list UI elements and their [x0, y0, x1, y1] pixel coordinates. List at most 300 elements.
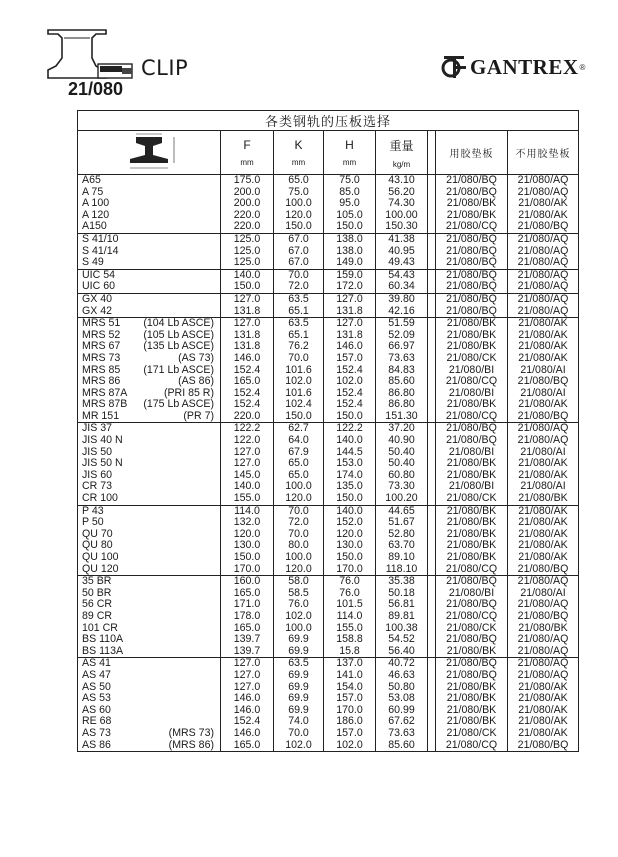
value-k: 100.0	[274, 198, 324, 210]
code-noglue: 21/080/AI	[508, 388, 579, 400]
value-f: 125.0	[221, 246, 274, 258]
table-row	[78, 306, 579, 318]
code-glued: 21/080/CQ	[436, 740, 508, 752]
table-row	[78, 470, 579, 482]
table-row	[78, 198, 579, 210]
value-k: 70.0	[274, 353, 324, 365]
code-noglue: 21/080/AK	[508, 330, 579, 342]
code-noglue: 21/080/AQ	[508, 175, 579, 187]
rail-name-text: 101 CR	[82, 621, 118, 634]
value-h: 122.2	[324, 423, 376, 435]
value-weight: 52.09	[376, 330, 428, 342]
value-k: 80.0	[274, 540, 324, 552]
value-h: 85.0	[324, 187, 376, 199]
value-weight: 100.00	[376, 210, 428, 222]
value-k: 69.9	[274, 705, 324, 717]
table-row	[78, 435, 579, 447]
spacer-cell	[428, 470, 436, 482]
rail-name-text: JIS 40 N	[82, 434, 123, 447]
spacer-cell	[428, 411, 436, 423]
code-noglue: 21/080/AQ	[508, 423, 579, 435]
spacer-cell	[428, 435, 436, 447]
value-f: 127.0	[221, 318, 274, 330]
value-h: 159.0	[324, 269, 376, 281]
code-noglue: 21/080/AK	[508, 458, 579, 470]
value-weight: 86.80	[376, 388, 428, 400]
code-glued: 21/080/BI	[436, 481, 508, 493]
code-noglue: 21/080/AK	[508, 353, 579, 365]
code-glued: 21/080/BQ	[436, 435, 508, 447]
value-weight: 60.80	[376, 470, 428, 482]
value-weight: 50.40	[376, 458, 428, 470]
rail-name-text: AS 73	[82, 726, 111, 739]
value-f: 200.0	[221, 187, 274, 199]
rail-name-text: A65	[82, 174, 101, 186]
value-f: 175.0	[221, 175, 274, 187]
value-k: 67.9	[274, 447, 324, 459]
value-weight: 44.65	[376, 505, 428, 517]
rail-name	[78, 728, 221, 740]
rail-equivalent-note: (171 Lb ASCE)	[143, 363, 214, 376]
code-glued: 21/080/CQ	[436, 611, 508, 623]
table-row	[78, 281, 579, 293]
value-weight: 89.81	[376, 611, 428, 623]
code-glued: 21/080/BQ	[436, 576, 508, 588]
rail-name	[78, 257, 221, 269]
code-noglue: 21/080/AQ	[508, 435, 579, 447]
value-h: 76.0	[324, 588, 376, 600]
rail-name	[78, 611, 221, 623]
value-weight: 50.40	[376, 447, 428, 459]
value-k: 101.6	[274, 388, 324, 400]
rail-name-text: GX 42	[82, 304, 113, 317]
value-h: 135.0	[324, 481, 376, 493]
value-k: 65.1	[274, 330, 324, 342]
code-glued: 21/080/BQ	[436, 599, 508, 611]
code-glued: 21/080/BI	[436, 388, 508, 400]
value-f: 127.0	[221, 658, 274, 670]
spacer-cell	[428, 517, 436, 529]
value-f: 152.4	[221, 365, 274, 377]
value-weight: 46.63	[376, 670, 428, 682]
value-h: 15.8	[324, 646, 376, 658]
table-row	[78, 210, 579, 222]
value-h: 150.0	[324, 493, 376, 505]
value-k: 65.1	[274, 306, 324, 318]
table-row	[78, 447, 579, 459]
code-noglue: 21/080/AQ	[508, 233, 579, 245]
value-h: 158.8	[324, 634, 376, 646]
code-noglue: 21/080/AK	[508, 693, 579, 705]
value-f: 220.0	[221, 210, 274, 222]
rail-equivalent-note: (104 Lb ASCE)	[143, 317, 214, 330]
value-weight: 66.97	[376, 341, 428, 353]
value-k: 102.0	[274, 740, 324, 752]
value-weight: 150.30	[376, 221, 428, 233]
spacer-cell	[428, 564, 436, 576]
spacer-cell	[428, 540, 436, 552]
col-header-weight: 重量 kg/m	[376, 131, 428, 175]
registered-mark: ®	[579, 62, 586, 72]
value-f: 152.4	[221, 399, 274, 411]
rail-section-icon	[104, 131, 194, 171]
value-f: 127.0	[221, 447, 274, 459]
table-row	[78, 399, 579, 411]
table-row	[78, 187, 579, 199]
rail-name	[78, 576, 221, 588]
rail-name-text: JIS 60	[82, 468, 113, 481]
rail-name	[78, 564, 221, 576]
rail-equivalent-note: (MRS 86)	[168, 738, 214, 751]
table-row	[78, 505, 579, 517]
value-h: 144.5	[324, 447, 376, 459]
spacer-cell	[428, 423, 436, 435]
value-k: 72.0	[274, 281, 324, 293]
rail-profile-diagram	[78, 131, 221, 175]
spacer-cell	[428, 682, 436, 694]
value-k: 76.0	[274, 599, 324, 611]
code-glued: 21/080/BK	[436, 341, 508, 353]
code-noglue: 21/080/AQ	[508, 187, 579, 199]
col-header-f: F mm	[221, 131, 274, 175]
value-h: 102.0	[324, 376, 376, 388]
code-noglue: 21/080/AK	[508, 505, 579, 517]
rail-name-text: MRS 52	[82, 328, 121, 341]
rail-name	[78, 175, 221, 187]
code-glued: 21/080/BQ	[436, 175, 508, 187]
value-h: 76.0	[324, 576, 376, 588]
rail-name-text: MRS 85	[82, 363, 121, 376]
value-k: 120.0	[274, 210, 324, 222]
code-noglue: 21/080/BQ	[508, 221, 579, 233]
code-glued: 21/080/BK	[436, 210, 508, 222]
code-glued: 21/080/BK	[436, 505, 508, 517]
value-weight: 56.81	[376, 599, 428, 611]
value-f: 150.0	[221, 552, 274, 564]
value-h: 146.0	[324, 341, 376, 353]
value-f: 155.0	[221, 493, 274, 505]
value-f: 165.0	[221, 623, 274, 635]
code-glued: 21/080/BQ	[436, 187, 508, 199]
table-row	[78, 728, 579, 740]
rail-name	[78, 353, 221, 365]
rail-name-text: CR 73	[82, 480, 113, 493]
spacer-cell	[428, 576, 436, 588]
rail-name	[78, 552, 221, 564]
rail-equivalent-note: (AS 73)	[178, 351, 214, 364]
value-h: 114.0	[324, 611, 376, 623]
value-weight: 89.10	[376, 552, 428, 564]
rail-name-text: MRS 67	[82, 340, 121, 353]
rail-name-text: S 49	[82, 256, 104, 269]
value-k: 65.0	[274, 458, 324, 470]
rail-name	[78, 318, 221, 330]
rail-name-text: 89 CR	[82, 609, 113, 622]
code-noglue: 21/080/BQ	[508, 611, 579, 623]
code-glued: 21/080/BK	[436, 682, 508, 694]
value-f: 139.7	[221, 646, 274, 658]
table-row	[78, 318, 579, 330]
table-row	[78, 423, 579, 435]
value-k: 75.0	[274, 187, 324, 199]
code-noglue: 21/080/AQ	[508, 599, 579, 611]
value-weight: 49.43	[376, 257, 428, 269]
code-noglue: 21/080/AI	[508, 481, 579, 493]
spacer-cell	[428, 493, 436, 505]
value-h: 157.0	[324, 728, 376, 740]
value-k: 74.0	[274, 716, 324, 728]
rail-name-text: A 75	[82, 185, 104, 198]
value-f: 132.0	[221, 517, 274, 529]
rail-name	[78, 376, 221, 388]
rail-equivalent-note: (PRI 85 R)	[163, 386, 214, 399]
spacer-cell	[428, 646, 436, 658]
value-k: 67.0	[274, 233, 324, 245]
table-row	[78, 682, 579, 694]
table-row	[78, 705, 579, 717]
value-k: 150.0	[274, 221, 324, 233]
code-noglue: 21/080/BQ	[508, 564, 579, 576]
value-k: 70.0	[274, 728, 324, 740]
rail-clip-table	[77, 110, 578, 752]
value-weight: 54.43	[376, 269, 428, 281]
spacer-cell	[428, 728, 436, 740]
col-header-glued: 用胶垫板	[436, 131, 508, 175]
table-row	[78, 269, 579, 281]
value-weight: 35.38	[376, 576, 428, 588]
table-title-row	[78, 111, 579, 131]
value-f: 127.0	[221, 682, 274, 694]
value-h: 150.0	[324, 552, 376, 564]
code-noglue: 21/080/AK	[508, 517, 579, 529]
value-weight: 56.40	[376, 646, 428, 658]
value-h: 140.0	[324, 505, 376, 517]
spacer-cell	[428, 187, 436, 199]
table-row	[78, 517, 579, 529]
spacer-cell	[428, 221, 436, 233]
value-h: 154.0	[324, 682, 376, 694]
spacer-cell	[428, 388, 436, 400]
value-f: 152.4	[221, 716, 274, 728]
rail-name-text: QU 80	[82, 539, 113, 552]
spacer-cell	[428, 399, 436, 411]
code-glued: 21/080/BQ	[436, 293, 508, 305]
spacer-cell	[428, 458, 436, 470]
rail-name-text: QU 70	[82, 527, 113, 540]
code-glued: 21/080/CQ	[436, 221, 508, 233]
spacer-cell	[428, 552, 436, 564]
value-h: 152.4	[324, 365, 376, 377]
rail-name-text: A150	[82, 220, 107, 233]
table-row	[78, 646, 579, 658]
value-f: 131.8	[221, 341, 274, 353]
spacer-cell	[428, 693, 436, 705]
code-glued: 21/080/CK	[436, 623, 508, 635]
table-row	[78, 458, 579, 470]
value-weight: 100.38	[376, 623, 428, 635]
value-weight: 73.63	[376, 728, 428, 740]
value-k: 62.7	[274, 423, 324, 435]
value-f: 220.0	[221, 411, 274, 423]
spacer-cell	[428, 716, 436, 728]
page-header	[0, 0, 618, 110]
rail-name	[78, 281, 221, 293]
value-h: 102.0	[324, 740, 376, 752]
code-noglue: 21/080/AK	[508, 470, 579, 482]
rail-name-text: AS 86	[82, 738, 111, 751]
spacer-cell	[428, 481, 436, 493]
value-weight: 50.18	[376, 588, 428, 600]
value-k: 76.2	[274, 341, 324, 353]
table-row	[78, 376, 579, 388]
value-f: 140.0	[221, 269, 274, 281]
value-h: 152.4	[324, 399, 376, 411]
spacer-cell	[428, 353, 436, 365]
code-noglue: 21/080/AK	[508, 705, 579, 717]
code-noglue: 21/080/AI	[508, 588, 579, 600]
value-h: 127.0	[324, 293, 376, 305]
code-noglue: 21/080/AK	[508, 341, 579, 353]
code-glued: 21/080/BK	[436, 470, 508, 482]
rail-name-text: MRS 86	[82, 375, 121, 388]
code-glued: 21/080/BK	[436, 705, 508, 717]
value-f: 150.0	[221, 281, 274, 293]
code-glued: 21/080/BK	[436, 646, 508, 658]
value-f: 146.0	[221, 693, 274, 705]
value-h: 170.0	[324, 705, 376, 717]
value-f: 122.2	[221, 423, 274, 435]
value-weight: 74.30	[376, 198, 428, 210]
rail-name-text: AS 60	[82, 703, 111, 716]
spacer-cell	[428, 705, 436, 717]
code-noglue: 21/080/BQ	[508, 376, 579, 388]
value-k: 69.9	[274, 670, 324, 682]
rail-name-text: S 41/10	[82, 232, 119, 245]
brand-logo	[440, 52, 585, 82]
value-weight: 43.10	[376, 175, 428, 187]
value-f: 131.8	[221, 306, 274, 318]
value-f: 171.0	[221, 599, 274, 611]
rail-name-text: JIS 50	[82, 445, 113, 458]
table-row	[78, 481, 579, 493]
code-glued: 21/080/BQ	[436, 306, 508, 318]
value-h: 141.0	[324, 670, 376, 682]
brand-name: GANTREX	[470, 54, 579, 79]
code-noglue: 21/080/AQ	[508, 646, 579, 658]
rail-name-text: CR 100	[82, 492, 118, 505]
value-weight: 73.63	[376, 353, 428, 365]
value-f: 178.0	[221, 611, 274, 623]
table-row	[78, 233, 579, 245]
code-glued: 21/080/CQ	[436, 376, 508, 388]
code-noglue: 21/080/AK	[508, 682, 579, 694]
rail-name	[78, 670, 221, 682]
value-weight: 53.08	[376, 693, 428, 705]
code-glued: 21/080/BQ	[436, 269, 508, 281]
value-k: 63.5	[274, 658, 324, 670]
value-f: 160.0	[221, 576, 274, 588]
value-h: 150.0	[324, 411, 376, 423]
table-row	[78, 670, 579, 682]
table-row	[78, 693, 579, 705]
table-title: 各类钢轨的压板选择	[78, 111, 579, 131]
code-glued: 21/080/BQ	[436, 634, 508, 646]
value-weight: 118.10	[376, 564, 428, 576]
rail-name-text: S 41/14	[82, 244, 119, 257]
value-weight: 63.70	[376, 540, 428, 552]
value-weight: 86.80	[376, 399, 428, 411]
rail-name	[78, 233, 221, 245]
rail-name	[78, 306, 221, 318]
value-h: 150.0	[324, 221, 376, 233]
value-h: 120.0	[324, 529, 376, 541]
rail-name-text: AS 50	[82, 680, 111, 693]
rail-name-text: 35 BR	[82, 575, 112, 588]
spacer-cell	[428, 210, 436, 222]
rail-name	[78, 435, 221, 447]
value-k: 69.9	[274, 693, 324, 705]
table-row	[78, 599, 579, 611]
value-weight: 51.67	[376, 517, 428, 529]
rail-name-text: AS 47	[82, 668, 111, 681]
gantrex-logo-icon	[440, 54, 470, 80]
code-noglue: 21/080/AQ	[508, 658, 579, 670]
value-k: 102.0	[274, 611, 324, 623]
value-k: 67.0	[274, 246, 324, 258]
rail-name-text: UIC 54	[82, 268, 115, 281]
code-glued: 21/080/BI	[436, 588, 508, 600]
table-row	[78, 564, 579, 576]
code-noglue: 21/080/AI	[508, 447, 579, 459]
value-k: 58.5	[274, 588, 324, 600]
code-noglue: 21/080/AQ	[508, 246, 579, 258]
rail-name-text: BS 110A	[82, 633, 124, 646]
value-h: 105.0	[324, 210, 376, 222]
code-noglue: 21/080/AQ	[508, 306, 579, 318]
value-k: 120.0	[274, 493, 324, 505]
rail-name	[78, 693, 221, 705]
table-row	[78, 576, 579, 588]
value-f: 127.0	[221, 293, 274, 305]
rail-name	[78, 411, 221, 423]
value-f: 165.0	[221, 740, 274, 752]
spacer-cell	[428, 658, 436, 670]
table-row	[78, 293, 579, 305]
spacer-cell	[428, 246, 436, 258]
value-weight: 40.95	[376, 246, 428, 258]
rail-name-text: QU 100	[82, 551, 119, 563]
value-k: 65.0	[274, 175, 324, 187]
value-f: 165.0	[221, 376, 274, 388]
code-noglue: 21/080/AK	[508, 716, 579, 728]
code-glued: 21/080/BK	[436, 517, 508, 529]
rail-name-text: QU 120	[82, 562, 119, 575]
code-glued: 21/080/BK	[436, 318, 508, 330]
value-f: 170.0	[221, 564, 274, 576]
value-weight: 84.83	[376, 365, 428, 377]
code-glued: 21/080/BQ	[436, 257, 508, 269]
value-k: 102.0	[274, 376, 324, 388]
value-weight: 51.59	[376, 318, 428, 330]
rail-equivalent-note: (175 Lb ASCE)	[143, 398, 214, 411]
value-k: 150.0	[274, 411, 324, 423]
rail-name-text: MRS 73	[82, 351, 121, 364]
value-h: 153.0	[324, 458, 376, 470]
value-k: 102.4	[274, 399, 324, 411]
value-weight: 52.80	[376, 529, 428, 541]
value-k: 70.0	[274, 505, 324, 517]
value-h: 152.4	[324, 388, 376, 400]
